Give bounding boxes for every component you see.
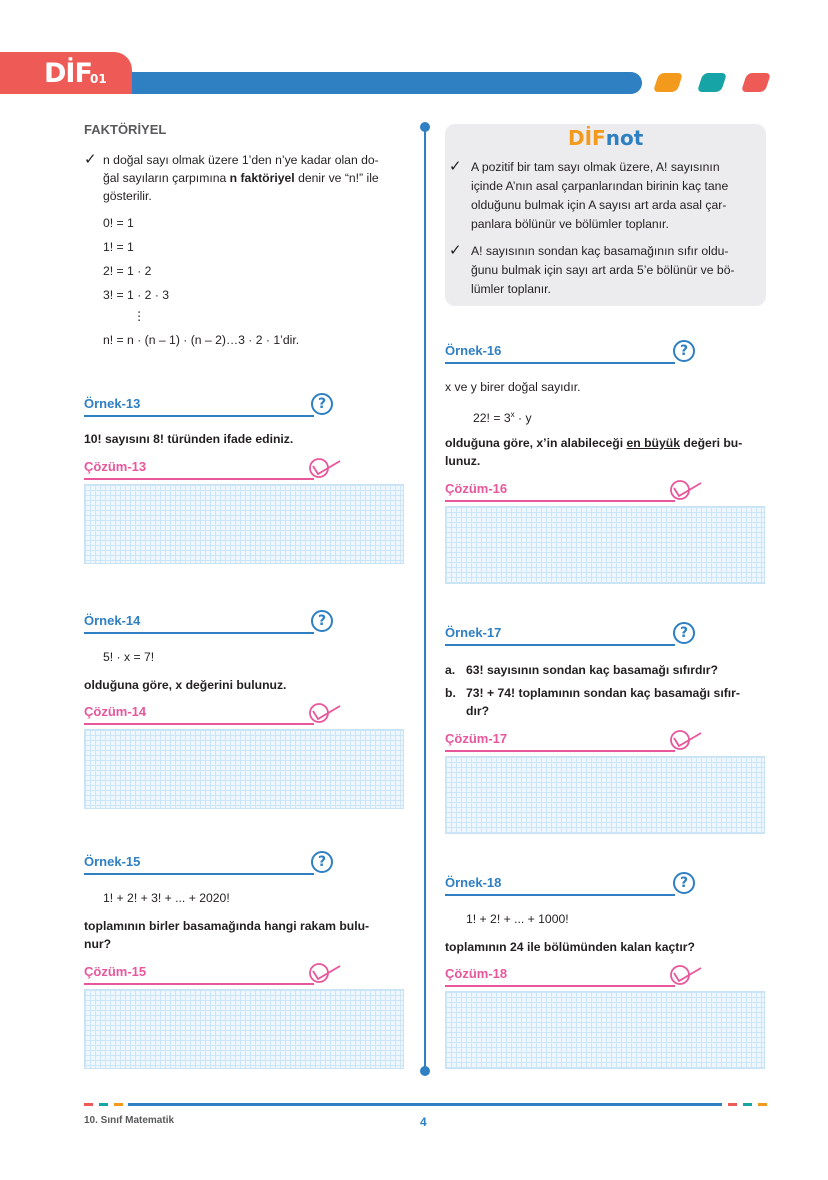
ornek-16-expr [473, 405, 532, 428]
note-1-line-4: panlara bölünür ve bölümler toplanır. [471, 217, 669, 231]
ornek-15-question-1: toplamının birler basamağında hangi rakam bulu- [84, 919, 370, 933]
ornek-17-underline [445, 644, 675, 646]
ornek-18-question: toplamının 24 ile bölümünden kalan kaçtır? [445, 940, 695, 954]
ornek-17-b-text-1: 73! + 74! toplamının sondan kaç basamağı sıfır- [466, 686, 740, 700]
footer-dash [99, 1103, 108, 1106]
note-1-line-1: A pozitif bir tam sayı olmak üzere, A! sayısının [471, 160, 720, 174]
cozum-15-title: Çözüm-15 [84, 964, 147, 979]
ornek-14-expr: 5! · x = 7! [103, 650, 155, 664]
orange-chip [653, 73, 683, 92]
cozum-15-underline [84, 983, 314, 985]
check-circle-icon [308, 702, 342, 724]
intro-line-4: gösterilir. [103, 189, 152, 203]
solution-grid-18 [445, 991, 765, 1069]
ornek-13-title: Örnek-13 [84, 396, 141, 411]
ornek-14-underline [84, 632, 314, 634]
ornek-14-question: olduğuna göre, x değerini bulunuz. [84, 678, 287, 692]
footer-line [128, 1103, 722, 1106]
question-icon: ? [311, 851, 333, 873]
check-circle-icon [669, 729, 703, 751]
question-icon: ? [673, 622, 695, 644]
formula-n: n! = n · (n – 1) · (n – 2)…3 · 2 · 1’dir. [103, 333, 300, 347]
check-bullet: ✓ [449, 242, 462, 259]
question-icon: ? [311, 393, 333, 415]
dif-note-logo [568, 126, 643, 150]
cozum-13-underline [84, 478, 314, 480]
solution-grid-14 [84, 729, 404, 809]
red-chip [741, 73, 771, 92]
section-title: FAKTÖRİYEL [84, 122, 167, 137]
cozum-18-underline [445, 985, 675, 987]
cozum-14-title: Çözüm-14 [84, 704, 147, 719]
cozum-14-underline [84, 723, 314, 725]
divider-dot-top [420, 122, 430, 132]
ornek-18-title: Örnek-18 [445, 875, 502, 890]
ornek-17-a-text: 63! sayısının sondan kaç basamağı sıfırdır? [466, 663, 718, 677]
ornek-17-b-text-2: dır? [466, 704, 490, 718]
ornek-15-expr: 1! + 2! + 3! + ... + 2020! [103, 891, 230, 905]
intro-text-3: denir ve “n!” ile [294, 171, 379, 185]
intro-bold: n faktöriyel [229, 171, 295, 185]
footer-dash [114, 1103, 123, 1106]
solution-grid-17 [445, 756, 765, 834]
formula-ellipsis: ⋮ [133, 309, 146, 323]
q-underlined: en büyük [626, 436, 680, 450]
note-1-line-2: içinde A’nın asal çarpanlarından birinin kaç tane [471, 179, 729, 193]
ornek-16-title: Örnek-16 [445, 343, 502, 358]
footer-book-title: 10. Sınıf Matematik [84, 1115, 175, 1126]
check-circle-icon [669, 479, 703, 501]
solution-grid-15 [84, 989, 404, 1069]
note-1-line-3: olduğunu bulmak için A sayısı art arda asal çar- [471, 198, 727, 212]
expr-tail: · y [514, 411, 532, 426]
cozum-17-title: Çözüm-17 [445, 731, 508, 746]
header-bar [100, 72, 642, 94]
ornek-14-title: Örnek-14 [84, 613, 141, 628]
formula-1: 1! = 1 [103, 240, 134, 254]
formula-3: 3! = 1 · 2 · 3 [103, 288, 170, 302]
question-icon: ? [673, 872, 695, 894]
cozum-16-title: Çözüm-16 [445, 481, 508, 496]
cozum-17-underline [445, 750, 675, 752]
ornek-16-question-2: lunuz. [445, 454, 481, 468]
page-number: 4 [420, 1115, 427, 1129]
ornek-13-question: 10! sayısını 8! türünden ifade ediniz. [84, 432, 294, 446]
footer-dash [758, 1103, 767, 1106]
ornek-15-title: Örnek-15 [84, 854, 141, 869]
intro-line-1: n doğal sayı olmak üzere 1’den n’ye kadar olan do- [103, 153, 379, 167]
cozum-13-title: Çözüm-13 [84, 459, 147, 474]
check-bullet: ✓ [84, 151, 97, 168]
solution-grid-13 [84, 484, 404, 564]
ornek-15-underline [84, 873, 314, 875]
footer-dash [84, 1103, 93, 1106]
check-circle-icon [308, 457, 342, 479]
divider-dot-bottom [420, 1066, 430, 1076]
ornek-17-a-label: a. [445, 663, 456, 677]
logo: DİF [44, 58, 92, 89]
check-bullet: ✓ [449, 158, 462, 175]
cozum-16-underline [445, 500, 675, 502]
formula-0: 0! = 1 [103, 216, 134, 230]
ornek-13-underline [84, 415, 314, 417]
ornek-17-title: Örnek-17 [445, 625, 502, 640]
note-logo-dif: DİF [568, 126, 606, 150]
header-badge [0, 52, 132, 94]
footer-dash [728, 1103, 737, 1106]
expr-base: 22! = 3 [473, 411, 511, 426]
footer-dash [743, 1103, 752, 1106]
note-logo-not: not [605, 126, 644, 150]
ornek-15-question-2: nur? [84, 937, 112, 951]
cozum-18-title: Çözüm-18 [445, 966, 508, 981]
note-2-line-2: ğunu bulmak için sayı art arda 5’e bölünür ve bö- [471, 263, 735, 277]
formula-2: 2! = 1 · 2 [103, 264, 152, 278]
ornek-18-underline [445, 894, 675, 896]
note-2-line-3: lümler toplanır. [471, 282, 551, 296]
ornek-16-intro: x ve y birer doğal sayıdır. [445, 380, 581, 394]
note-2-line-1: A! sayısının sondan kaç basamağının sıfır oldu- [471, 244, 729, 258]
ornek-17-b-label: b. [445, 686, 456, 700]
column-divider [424, 126, 426, 1070]
logo-number: 01 [90, 72, 107, 86]
intro-line-2 [103, 168, 408, 188]
intro-text-2: ğal sayıların çarpımına [103, 171, 230, 185]
ornek-16-underline [445, 362, 675, 364]
solution-grid-16 [445, 506, 765, 584]
check-circle-icon [669, 964, 703, 986]
ornek-18-expr: 1! + 2! + ... + 1000! [466, 912, 569, 926]
q-part-b: değeri bu- [680, 436, 743, 450]
question-icon: ? [673, 340, 695, 362]
q-part-a: olduğuna göre, x’in alabileceği [445, 436, 627, 450]
question-icon: ? [311, 610, 333, 632]
check-circle-icon [308, 962, 342, 984]
ornek-16-question-1 [445, 433, 766, 453]
expr-exponent: x [510, 410, 515, 419]
teal-chip [697, 73, 727, 92]
